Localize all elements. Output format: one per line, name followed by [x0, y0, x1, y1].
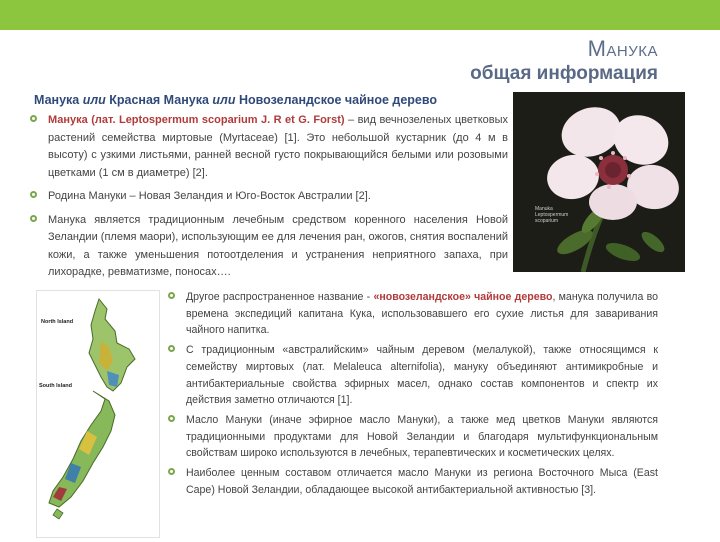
bullet-text: Другое распространенное название -	[186, 291, 374, 303]
bullet-icon	[168, 292, 175, 299]
bullet-icon	[30, 215, 37, 222]
bullet-icon	[30, 191, 37, 198]
heading-part-1: Манука	[34, 93, 80, 107]
list-item	[168, 342, 658, 409]
list-item	[30, 212, 508, 282]
bullet-highlight: «новозеландское» чайное дерево	[373, 291, 553, 303]
slide-title	[470, 36, 658, 86]
bullet-highlight: Манука (лат. Leptospermum scoparium J. R et G. Forst)	[48, 114, 345, 126]
bullet-text: Манука является традиционным лечебным средством коренного населения Новой Зеландии (племя маори), использующим ее для лечения ран, ожогов, снятия воспалений кожи, а также уменьшения потоотделения и устранения неприятного запаха, при лихорадке, ревматизме, поносах….	[48, 213, 508, 278]
list-item	[30, 112, 508, 182]
bullet-text-end: , манука получила во времена экспедиций капитана Кука, использовавшего его сухие листья для заваривания чайного напитка.	[186, 291, 658, 337]
new-zealand-map	[36, 290, 160, 538]
heading-part-2: Красная Манука	[109, 93, 209, 107]
list-item	[168, 289, 658, 339]
list-item	[168, 465, 658, 498]
bullet-icon	[30, 115, 37, 122]
section-heading	[34, 93, 437, 107]
bullet-icon	[168, 468, 175, 475]
bullet-text: Масло Мануки (иначе эфирное масло Мануки), а также мед цветков Мануки являются традиционными продуктами для Новой Зеландии и благодаря мультифункциональным свойствам широко используются в лечебных, терапевтических и косметических целях.	[186, 413, 658, 460]
bullet-text: Родина Мануки – Новая Зеландия и Юго-Восток Австралии [2].	[48, 190, 371, 202]
heading-or-1: или	[82, 93, 106, 107]
top-bullet-list	[30, 112, 508, 288]
map-label-north: North Island	[41, 319, 74, 325]
bottom-bullet-list	[168, 289, 658, 501]
flower-illustration	[513, 92, 685, 272]
bullet-icon	[168, 345, 175, 352]
manuka-flower-photo	[513, 92, 685, 272]
heading-part-3: Новозеландское чайное дерево	[238, 93, 438, 107]
title-sub: общая информация	[470, 63, 658, 84]
bullet-text: С традиционным «австралийским» чайным деревом (мелалукой), также относящимся к семейству миртовых (лат. Melaleuca alternifolia), мануку объединяют антимикробные и антибактериальные свойства эфирных масел, однако состав компонентов и спектр их действия заметно отличаются [1].	[186, 344, 658, 407]
bullet-icon	[168, 415, 175, 422]
bullet-text: Наиболее ценным составом отличается масло Мануки из региона Восточного Мыса (East Cape) Новой Зеландии, обладающее высокой антибактериальной активностью [3].	[186, 467, 658, 496]
map-label-south: South Island	[39, 383, 72, 389]
list-item	[168, 412, 658, 462]
map-illustration	[37, 291, 159, 537]
list-item	[30, 188, 508, 206]
photo-caption: Manuka Leptospermum scoparium	[535, 206, 569, 224]
title-main: Манука	[587, 36, 658, 61]
heading-or-2: или	[212, 93, 236, 107]
top-accent-bar	[0, 0, 720, 30]
bullet-text: – вид вечнозеленых цветковых растений семейства миртовые (Myrtaceae) [1]. Это небольшой кустарник (до 4 м в высоту) с узкими листьями, ранней весной густо покрывающийся белыми или розовыми цветками (1 см в диаметре) [2].	[48, 114, 508, 179]
